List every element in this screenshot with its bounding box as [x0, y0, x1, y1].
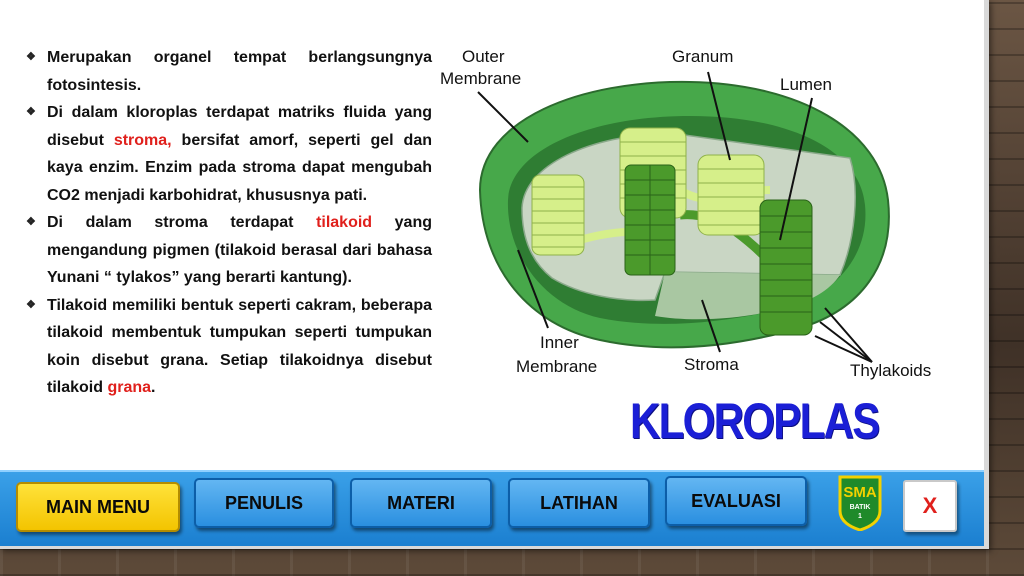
granum-light-right	[698, 155, 764, 235]
main-menu-button[interactable]: MAIN MENU	[16, 482, 180, 532]
bullet-1	[22, 44, 432, 99]
bullet-diamond-icon: ❖	[26, 298, 36, 311]
stroma-highlight: stroma,	[113, 131, 172, 149]
label-inner-line2: Membrane	[516, 357, 598, 376]
logo-text-batik: BATIK	[849, 504, 871, 511]
bullet-2	[22, 99, 432, 209]
logo-text-number: 1	[858, 513, 862, 520]
penulis-button[interactable]: PENULIS	[194, 478, 334, 528]
chloroplast-diagram	[440, 40, 960, 390]
bullet-diamond-icon: ❖	[26, 216, 36, 228]
bullet-3-post: yang mengandung pigmen (tilakoid berasal dari bahasa Yunani “ tylakos” yang berarti kantung).	[47, 214, 433, 286]
label-thylakoids: Thylakoids	[850, 361, 932, 380]
granum-dark-middle	[625, 165, 675, 275]
label-outer-line1: Outer	[462, 47, 505, 66]
text-content	[22, 44, 432, 402]
bullet-2-post: bersifat amorf, seperti gel dan kaya enzim. Enzim pada stroma dapat mengubah CO2 menjadi karbohidrat, khususnya pati.	[47, 131, 432, 204]
bullet-2-pre: Di dalam kloroplas terdapat matriks fluida yang disebut	[47, 104, 432, 149]
latihan-button[interactable]: LATIHAN	[508, 478, 650, 528]
label-stroma: Stroma	[684, 355, 739, 374]
bullet-diamond-icon: ❖	[26, 51, 36, 63]
bullet-4-post: .	[151, 379, 156, 396]
bullet-3	[22, 209, 432, 292]
bullet-3-pre: Di dalam stroma terdapat	[47, 214, 317, 231]
logo-text-sma: SMA	[843, 484, 877, 501]
materi-button[interactable]: MATERI	[350, 478, 492, 528]
slide-title: KLOROPLAS	[630, 393, 879, 449]
school-logo-icon[interactable]	[836, 473, 884, 531]
label-inner-line1: Inner	[540, 333, 579, 352]
label-lumen: Lumen	[780, 75, 832, 94]
granum-light-left	[532, 175, 584, 255]
granum-dark-right	[760, 200, 812, 335]
grana-highlight: grana	[107, 379, 152, 396]
tilakoid-highlight: tilakoid	[316, 214, 373, 231]
bullet-4-pre: Tilakoid memiliki bentuk seperti cakram, beberapa tilakoid membentuk tumpukan seperti tumpukan koin disebut grana. Setiap tilakoidnya disebut tilakoid	[47, 296, 432, 396]
bullet-4	[22, 292, 432, 402]
bullet-1-text: Merupakan organel tempat berlangsungnya fotosintesis.	[47, 49, 432, 94]
bullet-diamond-icon: ❖	[26, 106, 36, 118]
evaluasi-button[interactable]: EVALUASI	[665, 476, 807, 526]
close-button[interactable]: X	[903, 480, 957, 532]
label-outer-line2: Membrane	[440, 69, 522, 88]
label-granum: Granum	[672, 47, 734, 66]
